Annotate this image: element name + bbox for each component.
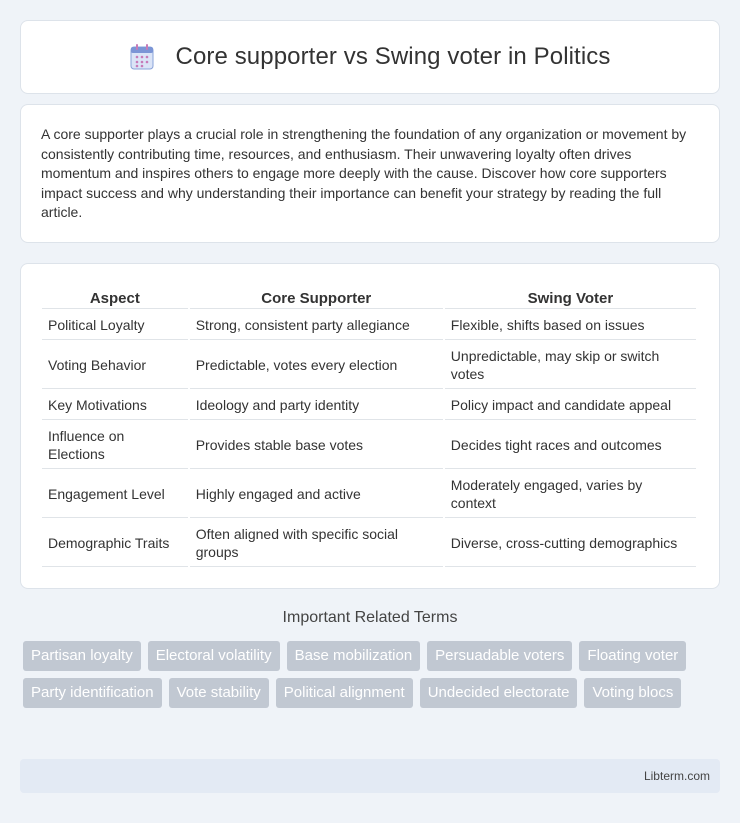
table-cell: Policy impact and candidate appeal [445, 391, 696, 420]
table-cell: Diverse, cross-cutting demographics [445, 520, 696, 567]
table-row [42, 342, 696, 389]
table-row [42, 391, 696, 420]
table-cell: Provides stable base votes [190, 422, 443, 469]
intro-text: A core supporter plays a crucial role in strengthening the foundation of any organization or movement by consistently contributing time, resources, and enthusiasm. Their unwavering loyalty often drives momentum and inspires others to engage more deeply with the cause. Discover how core supporters impact success and why understanding their importance can benefit your strategy by reading the full article. [41, 126, 687, 221]
table-cell: Flexible, shifts based on issues [445, 311, 696, 340]
related-terms-section [20, 609, 720, 708]
table-row [42, 422, 696, 469]
tag-floating-voter[interactable]: Floating voter [579, 641, 686, 671]
tag-party-identification[interactable]: Party identification [23, 678, 162, 708]
table-cell: Demographic Traits [42, 520, 188, 567]
table-cell: Predictable, votes every election [190, 342, 443, 389]
tag-persuadable-voters[interactable]: Persuadable voters [427, 641, 572, 671]
table-cell: Voting Behavior [42, 342, 188, 389]
comparison-table [40, 286, 698, 569]
related-terms-heading: Important Related Terms [282, 609, 458, 626]
table-cell: Unpredictable, may skip or switch votes [445, 342, 696, 389]
table-cell: Key Motivations [42, 391, 188, 420]
table-row [42, 311, 696, 340]
tag-political-alignment[interactable]: Political alignment [276, 678, 413, 708]
table-cell: Highly engaged and active [190, 471, 443, 518]
tag-undecided-electorate[interactable]: Undecided electorate [420, 678, 578, 708]
table-cell: Moderately engaged, varies by context [445, 471, 696, 518]
table-header-row [42, 288, 696, 309]
tag-base-mobilization[interactable]: Base mobilization [287, 641, 421, 671]
tag-electoral-volatility[interactable]: Electoral volatility [148, 641, 280, 671]
column-header-aspect: Aspect [42, 288, 188, 309]
table-cell: Influence on Elections [42, 422, 188, 469]
tag-vote-stability[interactable]: Vote stability [169, 678, 269, 708]
table-cell: Ideology and party identity [190, 391, 443, 420]
footer-site-link[interactable]: Libterm.com [643, 769, 710, 783]
column-header-swing-voter: Swing Voter [445, 288, 696, 309]
tag-partisan-loyalty[interactable]: Partisan loyalty [23, 641, 141, 671]
comparison-card [20, 263, 720, 589]
table-cell: Engagement Level [42, 471, 188, 518]
header-card [20, 20, 720, 94]
table-row [42, 520, 696, 567]
table-cell: Decides tight races and outcomes [445, 422, 696, 469]
column-header-core-supporter: Core Supporter [190, 288, 443, 309]
page-title: Core supporter vs Swing voter in Politics [175, 43, 611, 70]
table-cell: Political Loyalty [42, 311, 188, 340]
tag-voting-blocs[interactable]: Voting blocs [584, 678, 681, 708]
title-wrap [130, 43, 611, 71]
calendar-icon [130, 44, 154, 70]
related-terms-tags [20, 641, 720, 708]
table-cell: Often aligned with specific social groups [190, 520, 443, 567]
intro-card [20, 104, 720, 243]
table-cell: Strong, consistent party allegiance [190, 311, 443, 340]
footer [20, 759, 720, 793]
table-row [42, 471, 696, 518]
